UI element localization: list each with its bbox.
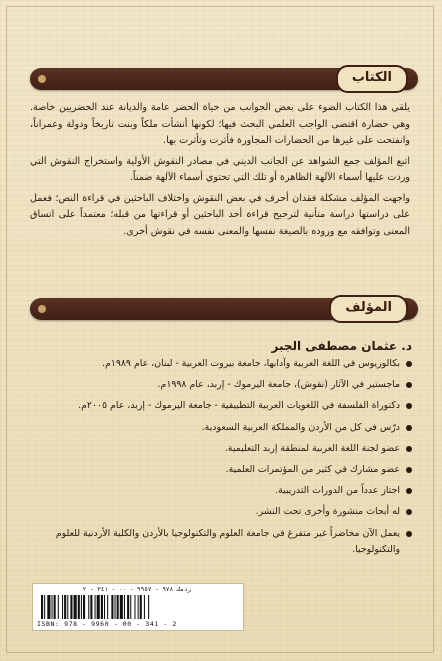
barcode-arabic-isbn: ردمك ٩٧٨ - ٩٩٥٧ - ٠٠ - ٣٤١ - ٢ xyxy=(82,586,192,593)
barcode-stripe xyxy=(124,595,125,619)
barcode-stripe xyxy=(101,595,103,619)
barcode-stripe xyxy=(47,595,50,619)
list-item: دكتوراة الفلسفة في اللغويات العربية التطبيقية - جامعة اليرموك - إربد، عام ٢٠٠٥م. xyxy=(32,398,414,414)
author-section-bar xyxy=(30,298,418,320)
book-description xyxy=(30,100,410,244)
barcode-stripe xyxy=(88,595,89,619)
barcode-stripe xyxy=(144,595,145,619)
bullet-icon xyxy=(406,361,412,367)
book-paragraph: اتبع المؤلف جمع الشواهد عن الجانب الديني في مصادر النقوش الأولية واستخراج النقوش التي وردت عليها أسماء الآلهة الظاهرة أو تلك التي تحتوي أسماء الآلهة ضمناً. xyxy=(30,155,410,183)
barcode-stripe xyxy=(107,595,108,619)
author-section-title: المؤلف xyxy=(329,295,408,323)
bullet-icon xyxy=(406,425,412,431)
book-paragraph: واجهت المؤلف مشكلة فقدان أحرف في بعض النقوش واختلاف الباحثين في قراءة النص؛ فعمل على دراستها دراسة متأنية لترجيح قراءة أحد الباحثين أو قراءتها من قبله؛ معتمداً على اتساق المعنى وتوافقه مع وروده بالصيغة نفسها والمعنى نفسه في نقوش أخرى. xyxy=(30,192,410,237)
barcode-stripe xyxy=(41,595,43,619)
list-item: عضو مشارك في كثير من المؤتمرات العلمية. xyxy=(32,462,414,478)
barcode-stripe xyxy=(130,595,131,619)
list-item: اجتاز عدداً من الدورات التدريبية. xyxy=(32,483,414,499)
list-item: بكالوريوس في اللغة العربية وآدابها، جامعة بيروت العربية - لبنان، عام ١٩٨٩م. xyxy=(32,356,414,372)
bullet-icon xyxy=(406,403,412,409)
barcode-stripe xyxy=(52,595,53,619)
barcode-stripe xyxy=(58,595,59,619)
barcode-stripe xyxy=(44,595,45,619)
barcode-stripe xyxy=(148,595,149,619)
barcode-stripe xyxy=(127,595,129,619)
barcode-stripe xyxy=(134,595,135,619)
bar-ornament-icon xyxy=(38,75,46,83)
barcode-stripe xyxy=(97,595,100,619)
bar-ornament-icon xyxy=(38,305,46,313)
barcode-stripe xyxy=(74,595,77,619)
barcode-stripe xyxy=(120,595,123,619)
barcode-icon xyxy=(41,595,233,619)
author-credentials-list xyxy=(32,356,414,563)
bullet-icon xyxy=(406,531,412,537)
barcode-stripe xyxy=(90,595,92,619)
barcode-stripe xyxy=(70,595,72,619)
barcode-stripe xyxy=(67,595,68,619)
list-item: عضو لجنة اللغة العربية لمنطقة إربد التعليمية. xyxy=(32,441,414,457)
barcode-stripe xyxy=(95,595,96,619)
bullet-icon xyxy=(406,382,412,388)
barcode-stripe xyxy=(54,595,56,619)
bullet-icon xyxy=(406,467,412,473)
barcode-stripe xyxy=(111,595,113,619)
barcode-stripe xyxy=(115,595,116,619)
barcode-stripe xyxy=(138,595,139,619)
barcode-stripe xyxy=(62,595,63,619)
book-section-bar xyxy=(30,68,418,90)
barcode-isbn-label: ISBN: 978 - 9960 - 00 - 341 - 2 xyxy=(37,620,177,628)
bullet-icon xyxy=(406,509,412,515)
isbn-barcode xyxy=(32,583,244,631)
book-paragraph: يلقي هذا الكتاب الضوء على بعض الجوانب من حياة الحضر عامة والديانة عند الحضريين خاصة. وهي حضارة اقتضى الواجب العلمي البحث فيها؛ لكونها أنشأت ملكاً وبنت تاريخاً ودولة وعمراناً، وانفتحت على غيرها من الحضارات المجاورة فأثرت وتأثرت بها. xyxy=(30,102,410,146)
list-item: ماجستير في الآثار (نقوش)، جامعة اليرموك - إربد، عام ١٩٩٨م. xyxy=(32,377,414,393)
barcode-stripe xyxy=(117,595,119,619)
barcode-stripe xyxy=(83,595,85,619)
book-section-title: الكتاب xyxy=(336,65,408,93)
barcode-stripe xyxy=(64,595,66,619)
barcode-stripe xyxy=(140,595,142,619)
bullet-icon xyxy=(406,446,412,452)
bullet-icon xyxy=(406,488,412,494)
list-item: له أبحاث منشورة وأخرى تحت النشر. xyxy=(32,504,414,520)
barcode-stripe xyxy=(104,595,105,619)
barcode-stripe xyxy=(81,595,82,619)
list-item: يعمل الآن محاضراً غير متفرغ في جامعة العلوم والتكنولوجيا بالأردن والكلية الأردنية للعلوم والتكنولوجيا. xyxy=(32,526,414,558)
barcode-stripe xyxy=(78,595,80,619)
list-item: درّس في كل من الأردن والمملكة العربية السعودية. xyxy=(32,420,414,436)
author-name: د. عثمان مصطفى الجبر xyxy=(271,339,412,353)
